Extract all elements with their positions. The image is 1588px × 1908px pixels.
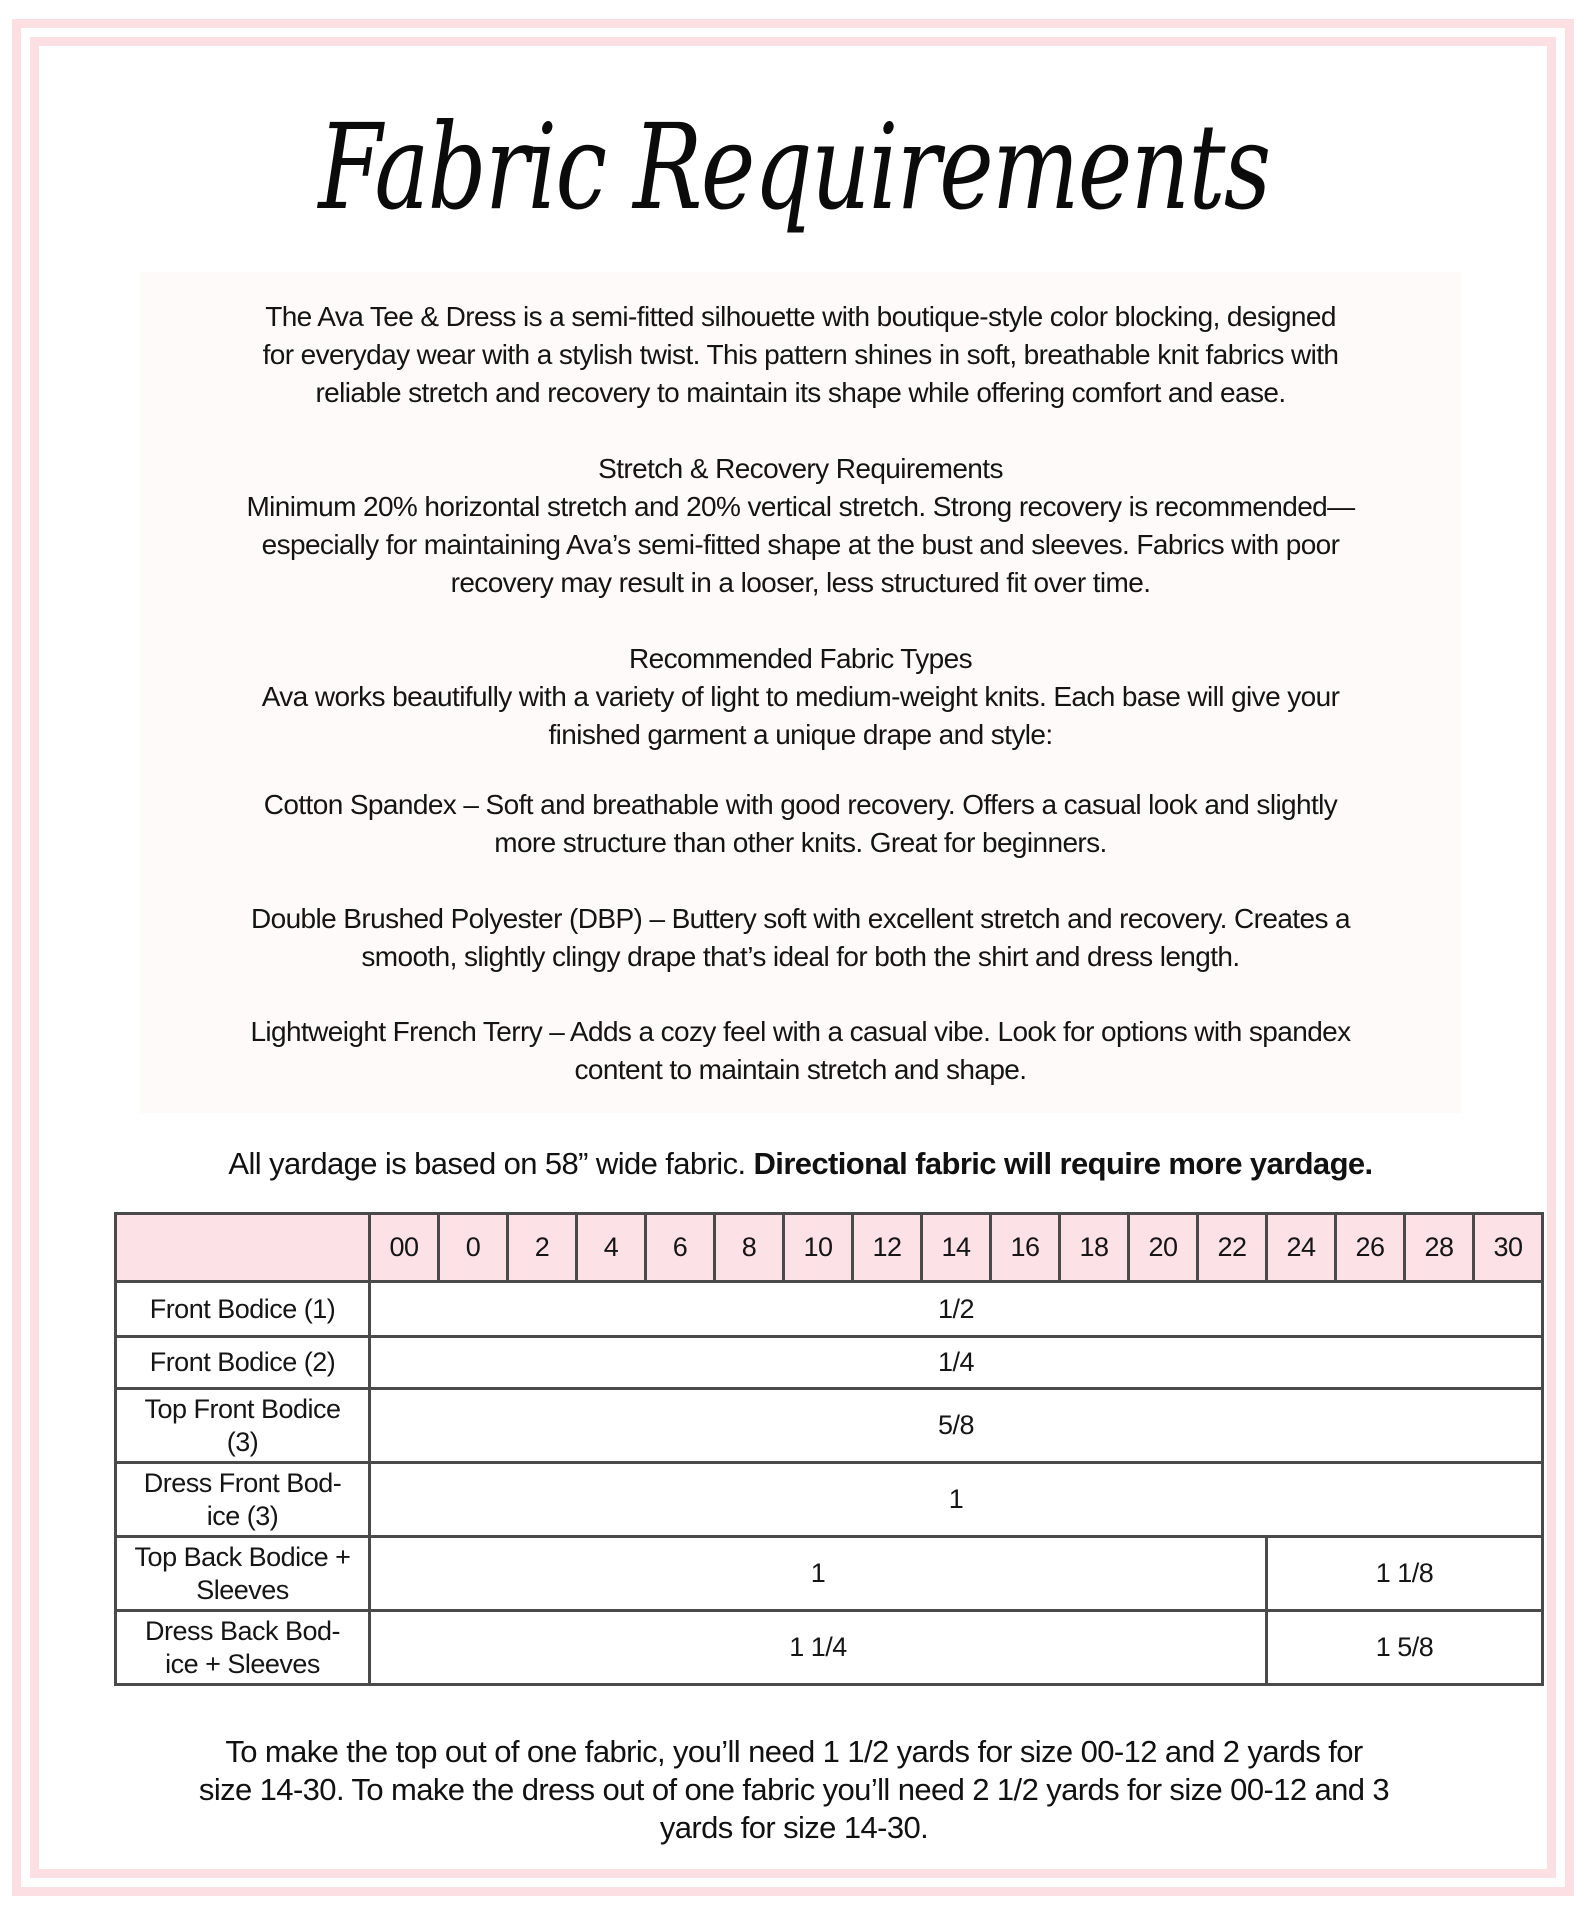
text-line: Ava works beautifully with a variety of light to medium-weight knits. Each base will give your (261, 681, 1340, 712)
text-line: Double Brushed Polyester (DBP) – Buttery soft with excellent stretch and recovery. Creates a (250, 903, 1351, 934)
yardage-table (114, 1212, 1544, 1686)
size-header: 4 (577, 1214, 646, 1282)
size-header: 2 (508, 1214, 577, 1282)
table-row (116, 1611, 1543, 1685)
row-label-text: Top Back Bodice + Sleeves (134, 1541, 351, 1605)
yardage-cell: 1/4 (370, 1337, 1543, 1389)
yardage-note (140, 1144, 1461, 1184)
fabric-dbp (140, 900, 1461, 976)
yardage-note-bold: Directional fabric will require more yardage. (753, 1146, 1373, 1181)
table-row (116, 1463, 1543, 1537)
fabric-types-heading: Recommended Fabric Types (628, 643, 973, 674)
fabric-french-terry (140, 1013, 1461, 1089)
row-label-text: Dress Back Bod-ice + Sleeves (144, 1615, 341, 1679)
text-line: finished garment a unique drape and style: (548, 719, 1053, 750)
text-line: The Ava Tee & Dress is a semi-fitted silhouette with boutique-style color blocking, designed (265, 301, 1336, 332)
size-header: 8 (715, 1214, 784, 1282)
yardage-cell: 1 (370, 1537, 1267, 1611)
description-paragraph (140, 298, 1461, 412)
size-header: 26 (1336, 1214, 1405, 1282)
table-row (116, 1337, 1543, 1389)
yardage-cell: 1/2 (370, 1282, 1543, 1337)
text-line: To make the top out of one fabric, you’ll need 1 1/2 yards for size 00-12 and 2 yards for (225, 1734, 1363, 1769)
one-fabric-note (120, 1733, 1468, 1847)
text-line: Cotton Spandex – Soft and breathable with good recovery. Offers a casual look and slightly (263, 789, 1338, 820)
fabric-cotton-spandex (140, 786, 1461, 862)
size-header: 20 (1129, 1214, 1198, 1282)
row-label-text: Top Front Bodice (3) (144, 1393, 341, 1457)
text-line: content to maintain stretch and shape. (574, 1054, 1027, 1085)
row-label: Front Bodice (2) (116, 1337, 370, 1389)
table-row (116, 1389, 1543, 1463)
size-header: 6 (646, 1214, 715, 1282)
text-line: smooth, slightly clingy drape that’s ideal for both the shirt and dress length. (361, 941, 1240, 972)
size-header-row (116, 1214, 1543, 1282)
row-label (116, 1463, 370, 1537)
row-label (116, 1389, 370, 1463)
text-line: more structure than other knits. Great for beginners. (494, 827, 1107, 858)
text-line: recovery may result in a looser, less structured fit over time. (450, 567, 1151, 598)
size-header: 14 (922, 1214, 991, 1282)
row-label (116, 1611, 370, 1685)
size-header: 18 (1060, 1214, 1129, 1282)
size-header: 28 (1405, 1214, 1474, 1282)
size-header: 12 (853, 1214, 922, 1282)
yardage-cell: 1 5/8 (1267, 1611, 1543, 1685)
yardage-cell: 1 1/4 (370, 1611, 1267, 1685)
row-label: Front Bodice (1) (116, 1282, 370, 1337)
stretch-heading: Stretch & Recovery Requirements (598, 453, 1003, 484)
text-line: Lightweight French Terry – Adds a cozy feel with a casual vibe. Look for options with spandex (250, 1016, 1351, 1047)
text-line: size 14-30. To make the dress out of one fabric you’ll need 2 1/2 yards for size 00-12 and 3 (198, 1772, 1390, 1807)
yardage-cell: 1 1/8 (1267, 1537, 1543, 1611)
size-header: 0 (439, 1214, 508, 1282)
row-label-text: Dress Front Bod-ice (3) (143, 1467, 342, 1531)
stretch-section (140, 450, 1461, 602)
row-label (116, 1537, 370, 1611)
size-header: 16 (991, 1214, 1060, 1282)
size-header: 22 (1198, 1214, 1267, 1282)
size-header: 30 (1474, 1214, 1543, 1282)
text-line: yards for size 14-30. (659, 1810, 929, 1845)
size-header: 00 (370, 1214, 439, 1282)
text-line: reliable stretch and recovery to maintain its shape while offering comfort and ease. (315, 377, 1286, 408)
header-corner-cell (116, 1214, 370, 1282)
table-row (116, 1537, 1543, 1611)
yardage-cell: 1 (370, 1463, 1543, 1537)
text-line: for everyday wear with a stylish twist. This pattern shines in soft, breathable knit fabrics with (262, 339, 1339, 370)
size-header: 10 (784, 1214, 853, 1282)
page-title: Fabric Requirements (318, 98, 1270, 236)
size-header: 24 (1267, 1214, 1336, 1282)
table-row (116, 1282, 1543, 1337)
text-line: especially for maintaining Ava’s semi-fitted shape at the bust and sleeves. Fabrics with poor (261, 529, 1340, 560)
yardage-cell: 5/8 (370, 1389, 1543, 1463)
text-line: Minimum 20% horizontal stretch and 20% vertical stretch. Strong recovery is recommended— (246, 491, 1355, 522)
fabric-types-section (140, 640, 1461, 754)
yardage-note-plain: All yardage is based on 58” wide fabric. (228, 1146, 754, 1181)
